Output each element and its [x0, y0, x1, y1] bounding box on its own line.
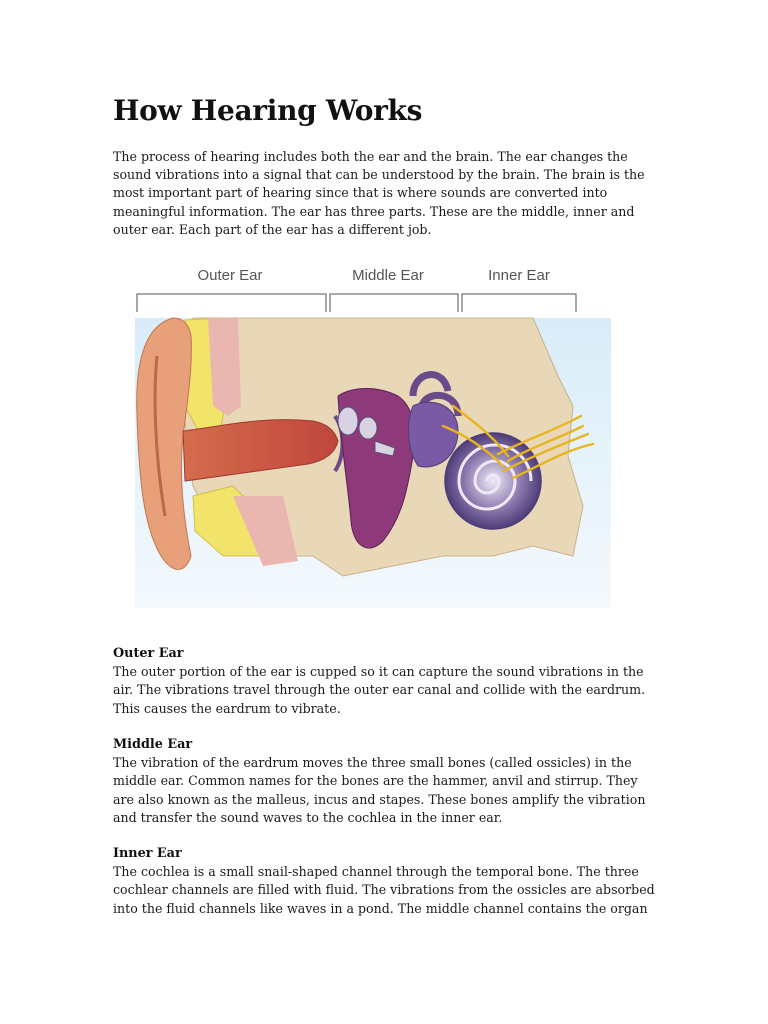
outer-ear-heading: Outer Ear: [113, 646, 184, 661]
outer-ear-label: Outer Ear: [197, 267, 263, 284]
outer-ear-bracket: [137, 294, 326, 312]
inner-ear-bracket: [462, 294, 576, 312]
ear-anatomy-figure: [113, 256, 613, 608]
middle-ear-bracket: [330, 294, 458, 312]
inner-ear-label: Inner Ear: [488, 267, 550, 284]
intro-paragraph: The process of hearing includes both the ear and the brain. The ear changes the sound vibrations into a signal that can be understood by the brain. The brain is the most important part of hearing since that is where sounds are converted into meaningful information. The ear has three parts. These are the middle, inner and outer ear. Each part of the ear has a different job.: [113, 149, 645, 237]
outer-ear-text: The outer portion of the ear is cupped so it can capture the sound vibrations in the air. The vibrations travel through the outer ear canal and collide with the eardrum. This causes the eardrum to vibrate.: [113, 664, 646, 716]
cartilage-upper: [208, 318, 241, 416]
page-title: How Hearing Works: [113, 94, 423, 127]
inner-ear-heading: Inner Ear: [113, 846, 182, 861]
ear-diagram-illustration: [113, 256, 613, 608]
middle-ear-section: [113, 736, 658, 827]
middle-ear-heading: Middle Ear: [113, 737, 193, 752]
inner-ear-text: The cochlea is a small snail-shaped channel through the temporal bone. The three cochlear channels are filled with fluid. The vibrations from the ossicles are absorbed into the fluid channels like waves in a pond. The middle channel contains the organ: [113, 864, 655, 916]
inner-ear-section: [113, 845, 658, 918]
middle-ear-text: The vibration of the eardrum moves the three small bones (called ossicles) in the middle ear. Common names for the bones are the hammer, anvil and stirrup. They are also known as the malleus, incus and stapes. These bones amplify the vibration and transfer the sound waves to the cochlea in the inner ear.: [113, 755, 646, 825]
outer-ear-section: [113, 645, 658, 718]
middle-ear-label: Middle Ear: [352, 267, 424, 284]
